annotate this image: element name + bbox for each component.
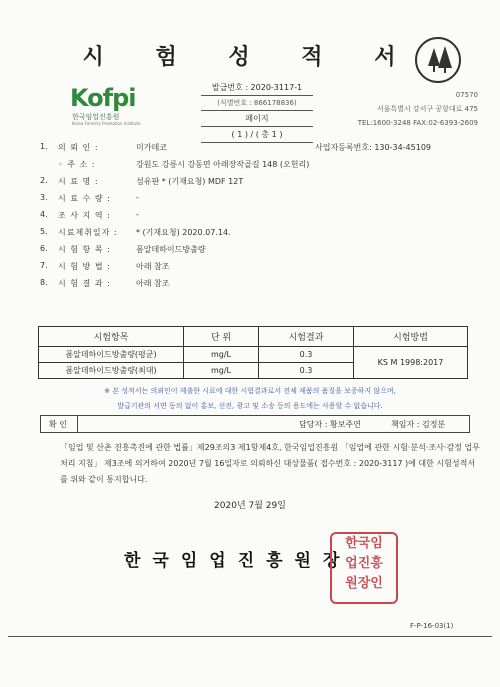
table-cell: 폼알데하이드방출량(최대) (39, 363, 184, 379)
seal-line: 업진흥 (345, 556, 383, 571)
signature-row (40, 415, 470, 433)
info-label: ◦ 주 소 : (58, 160, 96, 169)
info-num: 1. (40, 142, 48, 151)
contact: TEL:1600-3248 FAX:02-6393-2609 (357, 119, 478, 127)
seal-line: 한국임 (345, 536, 383, 551)
info-label: 시료제취일자 : (58, 228, 118, 237)
tree-seal-icon (414, 36, 462, 84)
table-cell: 폼알데하이드방출량(평균) (39, 347, 184, 363)
info-label: 시 험 항 목 : (58, 245, 111, 254)
info-num: 7. (40, 261, 48, 270)
logo-name: Kofpi (70, 84, 136, 112)
issuer-signature: 한국임업진흥원장 (124, 551, 352, 571)
divider (77, 416, 78, 432)
info-label: 시 험 결 과 : (58, 279, 111, 288)
manager-name: 책임자 : 김정분 (391, 420, 446, 429)
col-header: 시험결과 (259, 327, 354, 347)
notice-line: 발급기관의 서면 동의 없이 홍보, 선전, 광고 및 소송 등의 용도에는 사용할 수 없습니다. (117, 402, 383, 410)
notice-text (0, 384, 500, 414)
info-num: 5. (40, 227, 48, 236)
info-value: 강원도 강릉시 강동면 아래장작골길 148 (오헌리) (136, 160, 310, 169)
seal-line: 원장인 (345, 576, 383, 591)
info-value: * (기재요청) 2020.07.14. (136, 228, 231, 237)
info-num: 6. (40, 244, 48, 253)
issue-info-box (201, 80, 313, 143)
issue-date: 2020년 7월 29일 (214, 501, 286, 511)
logo-org-en: Korea Forestry Promotion Institute (72, 121, 141, 126)
business-number: 사업자등록번호: 130-34-45109 (315, 143, 432, 152)
zip-code: 07570 (455, 91, 478, 99)
form-number: F-P-16-03(1) (410, 622, 454, 630)
table-cell: 0.3 (259, 363, 354, 379)
issue-number: 발급번호 : 2020-3117-1 (201, 80, 313, 96)
document-title: 시 험 성 적 서 (82, 45, 418, 70)
table-header-row (39, 327, 468, 347)
handler-name: 담당자 : 황보주연 (299, 420, 361, 429)
col-header: 시험항목 (39, 327, 184, 347)
legal-paragraph: 「임업 및 산촌 진흥촉진에 관한 법률」제29조의3 제1항제4호, 한국임업진흥원 「임업에 관한 시험·분석·조사·감정 업무처리 지침」 제3조에 의거하여 2020년 7월 16일자로 의뢰하신 대상물품( 접수번호 : 2020-3117 )에 대한 시험성적서를 위와 같이 통지합니다. (60, 443, 480, 484)
page-label: 페이지 (201, 111, 313, 127)
method-cell: KS M 1998:2017 (354, 347, 468, 379)
info-value: 아래 참조 (136, 279, 170, 288)
info-label: 조 사 지 역 : (58, 211, 111, 220)
info-value: 섬유판 * (기재요청) MDF 12T (136, 177, 244, 186)
table-cell: mg/L (184, 347, 259, 363)
official-seal (330, 532, 398, 604)
logo-org: 한국임업진흥원 (72, 113, 120, 121)
id-number: (식별번호 : 866178836) (201, 96, 313, 111)
info-value: - (136, 210, 139, 219)
info-num: 3. (40, 193, 48, 202)
info-value: 폼알데하이드방출량 (136, 245, 206, 254)
result-table (38, 326, 468, 379)
info-label: 의 뢰 인 : (58, 143, 99, 152)
table-cell: 0.3 (259, 347, 354, 363)
address-block (318, 88, 478, 130)
table-row (39, 347, 468, 363)
info-label: 시 험 방 법 : (58, 262, 111, 271)
table-cell: mg/L (184, 363, 259, 379)
info-label: 시 료 명 : (58, 177, 99, 186)
kofpi-logo (70, 84, 160, 132)
footer-divider (8, 636, 492, 637)
info-value: - (136, 193, 139, 202)
info-value: 미가데코 (136, 143, 167, 152)
info-num: 2. (40, 176, 48, 185)
info-num: 8. (40, 278, 48, 287)
page-value: ( 1 ) / ( 총 1 ) (201, 127, 313, 143)
col-header: 시험방법 (354, 327, 468, 347)
col-header: 단 위 (184, 327, 259, 347)
info-label: 시 료 수 량 : (58, 194, 111, 203)
info-value: 아래 참조 (136, 262, 170, 271)
confirm-label: 확 인 (49, 420, 67, 429)
info-num: 4. (40, 210, 48, 219)
notice-line: ※ 본 성적서는 의뢰인이 제출한 시료에 대한 시험결과로서 전체 제품의 품질을 보증하지 않으며, (104, 387, 396, 395)
address: 서울특별시 강서구 공항대로 475 (376, 105, 478, 113)
